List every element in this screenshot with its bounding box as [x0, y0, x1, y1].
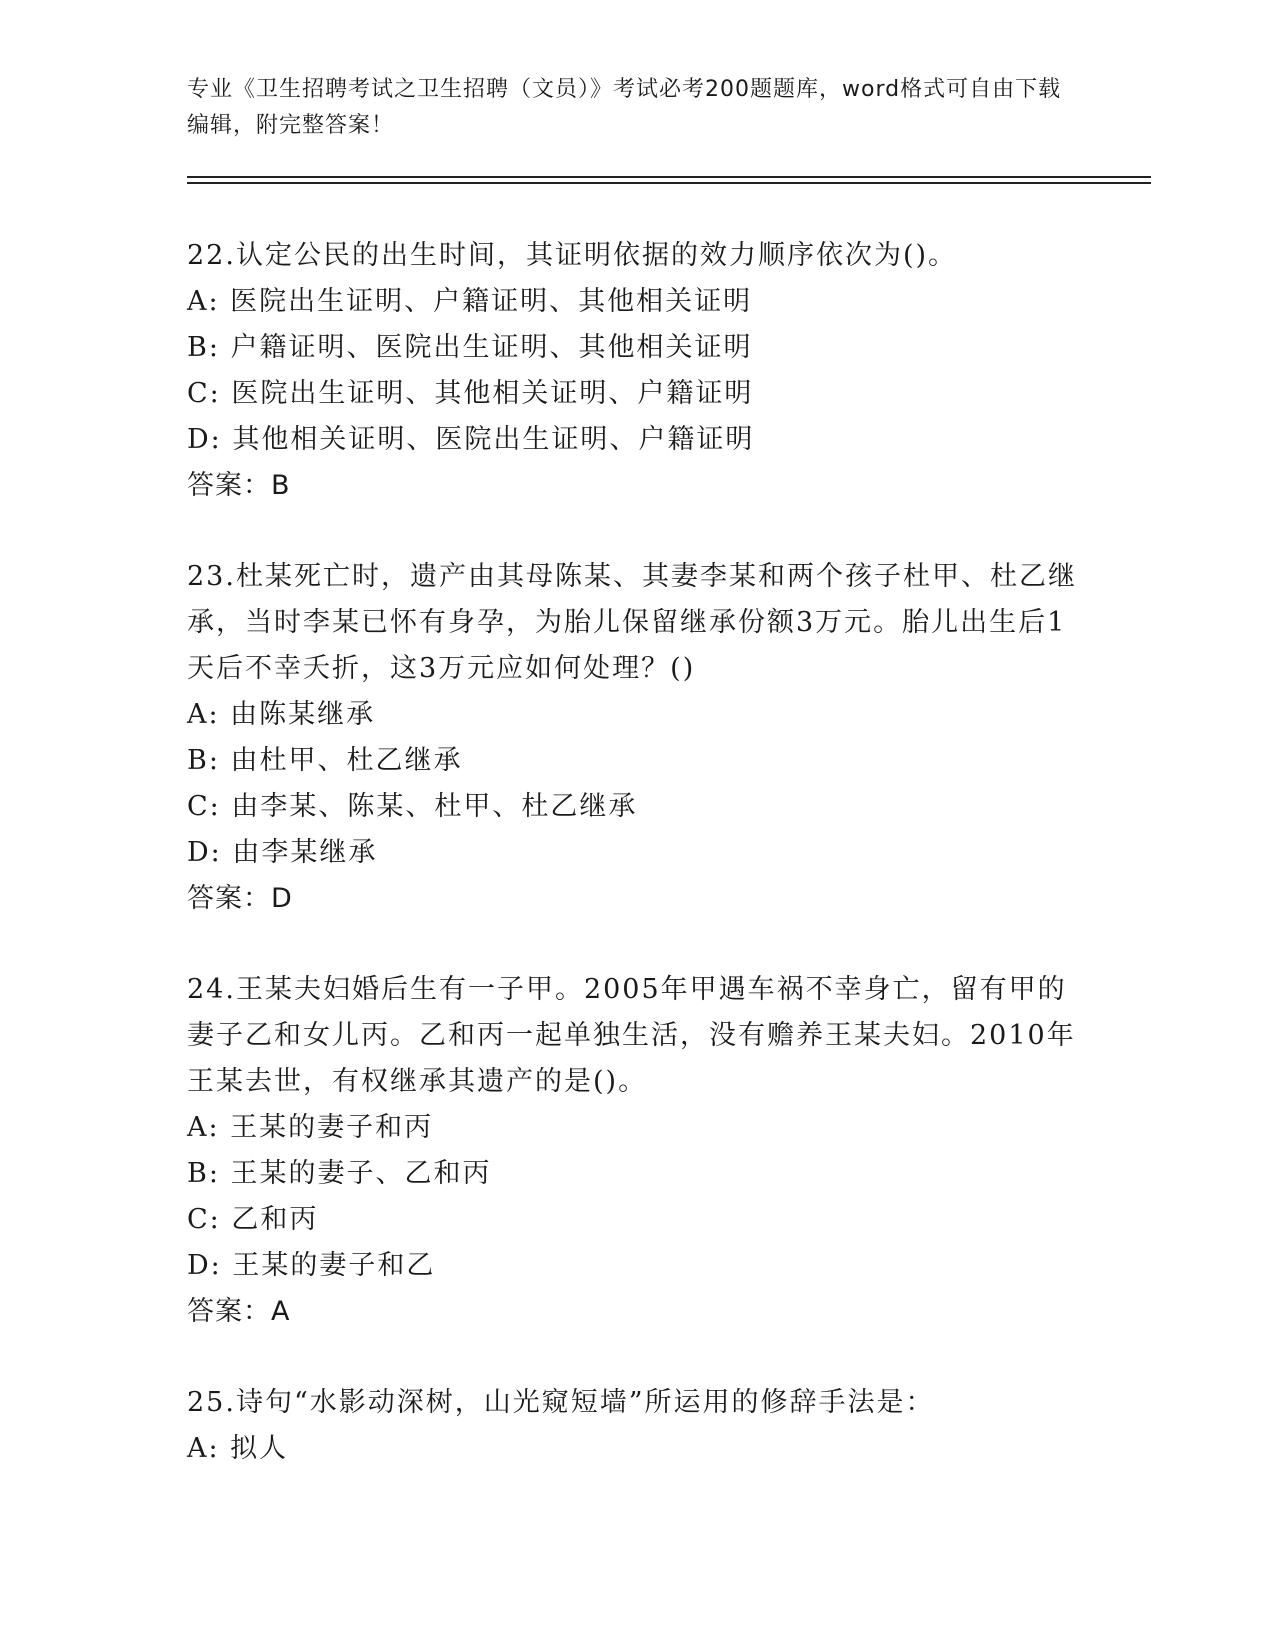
header-rule-top — [187, 176, 1151, 178]
option-c: C: 由李某、陈某、杜甲、杜乙继承 — [187, 791, 638, 822]
option-b: B: 王某的妻子、乙和丙 — [187, 1158, 492, 1189]
answer: 答案：D — [187, 883, 293, 914]
question-24 — [187, 967, 1087, 1335]
option-b: B: 户籍证明、医院出生证明、其他相关证明 — [187, 332, 753, 363]
answer: 答案：B — [187, 470, 291, 501]
option-a: A: 医院出生证明、户籍证明、其他相关证明 — [187, 286, 753, 317]
question-stem: 23.杜某死亡时，遗产由其母陈某、其妻李某和两个孩子杜甲、杜乙继承，当时李某已怀有身孕，为胎儿保留继承份额3万元。胎儿出生后1天后不幸夭折，这3万元应如何处理？() — [187, 561, 1077, 684]
question-stem: 25.诗句“水影动深树，山光窥短墙”所运用的修辞手法是： — [187, 1387, 935, 1418]
option-d: D: 由李某继承 — [187, 837, 378, 868]
document-header: 专业《卫生招聘考试之卫生招聘（文员）》考试必考200题题库，word格式可自由下载编辑，附完整答案！ — [187, 77, 1062, 138]
option-a: A: 王某的妻子和丙 — [187, 1112, 434, 1143]
option-a: A: 由陈某继承 — [187, 699, 376, 730]
answer: 答案：A — [187, 1296, 291, 1327]
question-25 — [187, 1380, 1087, 1472]
option-c: C: 乙和丙 — [187, 1204, 319, 1235]
option-a: A: 拟人 — [187, 1433, 289, 1464]
question-stem: 24.王某夫妇婚后生有一子甲。2005年甲遇车祸不幸身亡，留有甲的妻子乙和女儿丙。乙和丙一起单独生活，没有赡养王某夫妇。2010年王某去世，有权继承其遗产的是()。 — [187, 974, 1076, 1097]
option-d: D: 王某的妻子和乙 — [187, 1250, 436, 1281]
header-rule-bottom — [187, 182, 1151, 184]
question-stem: 22.认定公民的出生时间，其证明依据的效力顺序依次为()。 — [187, 240, 958, 271]
option-c: C: 医院出生证明、其他相关证明、户籍证明 — [187, 378, 754, 409]
question-22 — [187, 233, 1087, 509]
option-d: D: 其他相关证明、医院出生证明、户籍证明 — [187, 424, 755, 455]
question-list — [187, 233, 1087, 1517]
option-b: B: 由杜甲、杜乙继承 — [187, 745, 463, 776]
question-23 — [187, 554, 1087, 922]
